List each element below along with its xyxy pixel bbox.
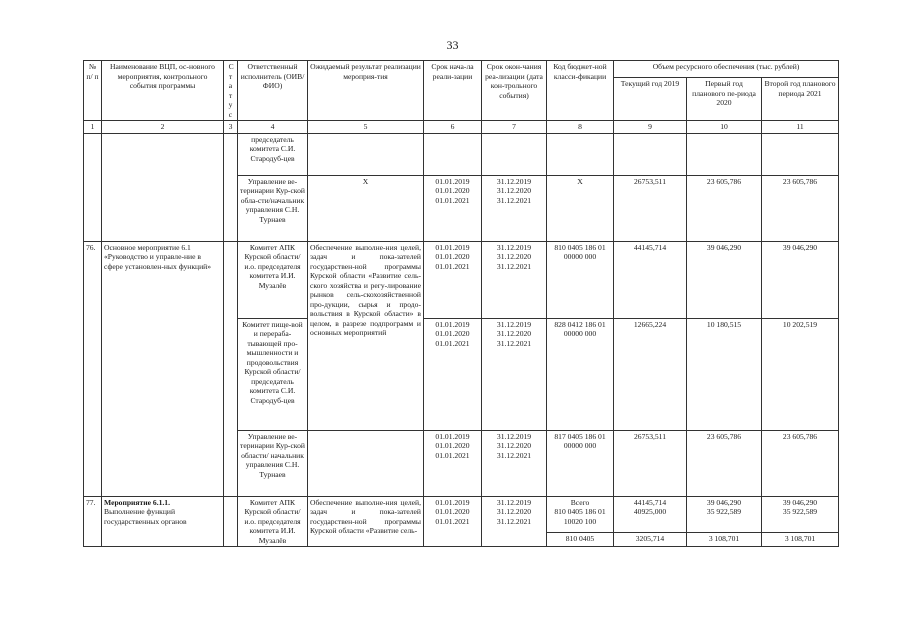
column-number-row: 1 2 3 4 5 6 7 8 9 10 11 <box>84 121 839 134</box>
table-row: Управление ве-теринарии Кур-ской области/ начальник управления С.Н. Турнаев 01.01.2019 01.01.2020 01.01.2021 31.12.2019 31.12.2020 31.12.2021 817 0405 186 01 00000 000 26753,511 23 605,786 23 605,786 <box>84 430 839 496</box>
table-row: 810 0405 3205,714 3 108,701 3 108,701 <box>84 532 839 546</box>
col-header-resources: Объем ресурсного обеспечения (тыс. рублей) <box>614 61 839 78</box>
col-header-end: Срок окон-чания реа-лизации (дата кон-трольного события) <box>482 61 547 121</box>
col-header-2021: Второй год планового периода 2021 <box>762 78 839 121</box>
col-header-name: Наименование ВЦП, ос-новного мероприятия, контрольного события программы <box>102 61 224 121</box>
page-number: 33 <box>446 38 459 52</box>
table-row: 77. Мероприятие 6.1.1. Выполнение функций государственных органов Комитет АПК Курской области/ и.о. председателя комитета И.И. Музалёв Обеспечение выполне-ния целей, задач и пока-зателей государствен-ной программы Курской области «Развитие сель- 01.01.2019 01.01.2020 01.01.2021 31.12.2019 31.12.2020 31.12.2021 Всего 810 0405 186 01 10020 100 44145,714 40925,000 39 046,290 35 922,589 39 046,290 35 922,589 <box>84 496 839 532</box>
col-header-expected: Ожидаемый результат реализации мероприя-тия <box>308 61 424 121</box>
table-row: Комитет пище-вой и перераба-тывающей про-мышленности и продовольствия Курской области/ председатель комитета С.И. Стародуб-цев 01.01.2019 01.01.2020 01.01.2021 31.12.2019 31.12.2020 31.12.2021 828 0412 186 01 00000 000 12665,224 10 180,515 10 202,519 <box>84 318 839 430</box>
table-row: Управление ве-теринарии Кур-ской обла-сти/начальник управления С.Н. Турнаев Х 01.01.2019 01.01.2020 01.01.2021 31.12.2019 31.12.2020 31.12.2021 Х 26753,511 23 605,786 23 605,786 <box>84 175 839 241</box>
col-header-budget-code: Код бюджет-ной класси-фикации <box>547 61 614 121</box>
col-header-responsible: Ответственный исполнитель (ОИВ/ФИО) <box>238 61 308 121</box>
col-header-no: № п/ п <box>84 61 102 121</box>
col-header-2020: Первый год планового пе-риода 2020 <box>687 78 762 121</box>
table-row: 76. Основное мероприятие 6.1 «Руководство и управле-ние в сфере установлен-ных функций» Комитет АПК Курской области/ и.о. председателя комитета И.И. Музалёв Обеспечение выполне-ния целей, задач и пока-зателей государствен-ной программы Курской области «Развитие сель-ского хозяйства и регу-лирование рынков сель-скохозяйственной про-дукции, сырья и продо-вольствия в Курской области» в целом, в разрезе подпрограмм и основных мероприятий 01.01.2019 01.01.2020 01.01.2021 31.12.2019 31.12.2020 31.12.2021 810 0405 186 01 00000 000 44145,714 39 046,290 39 046,290 <box>84 241 839 318</box>
program-table <box>83 60 839 547</box>
col-header-status: Статус <box>224 61 238 121</box>
col-header-2019: Текущий год 2019 <box>614 78 687 121</box>
table-row: председатель комитета С.И. Стародуб-цев <box>84 133 839 175</box>
col-header-start: Срок нача-ла реали-зации <box>424 61 482 121</box>
